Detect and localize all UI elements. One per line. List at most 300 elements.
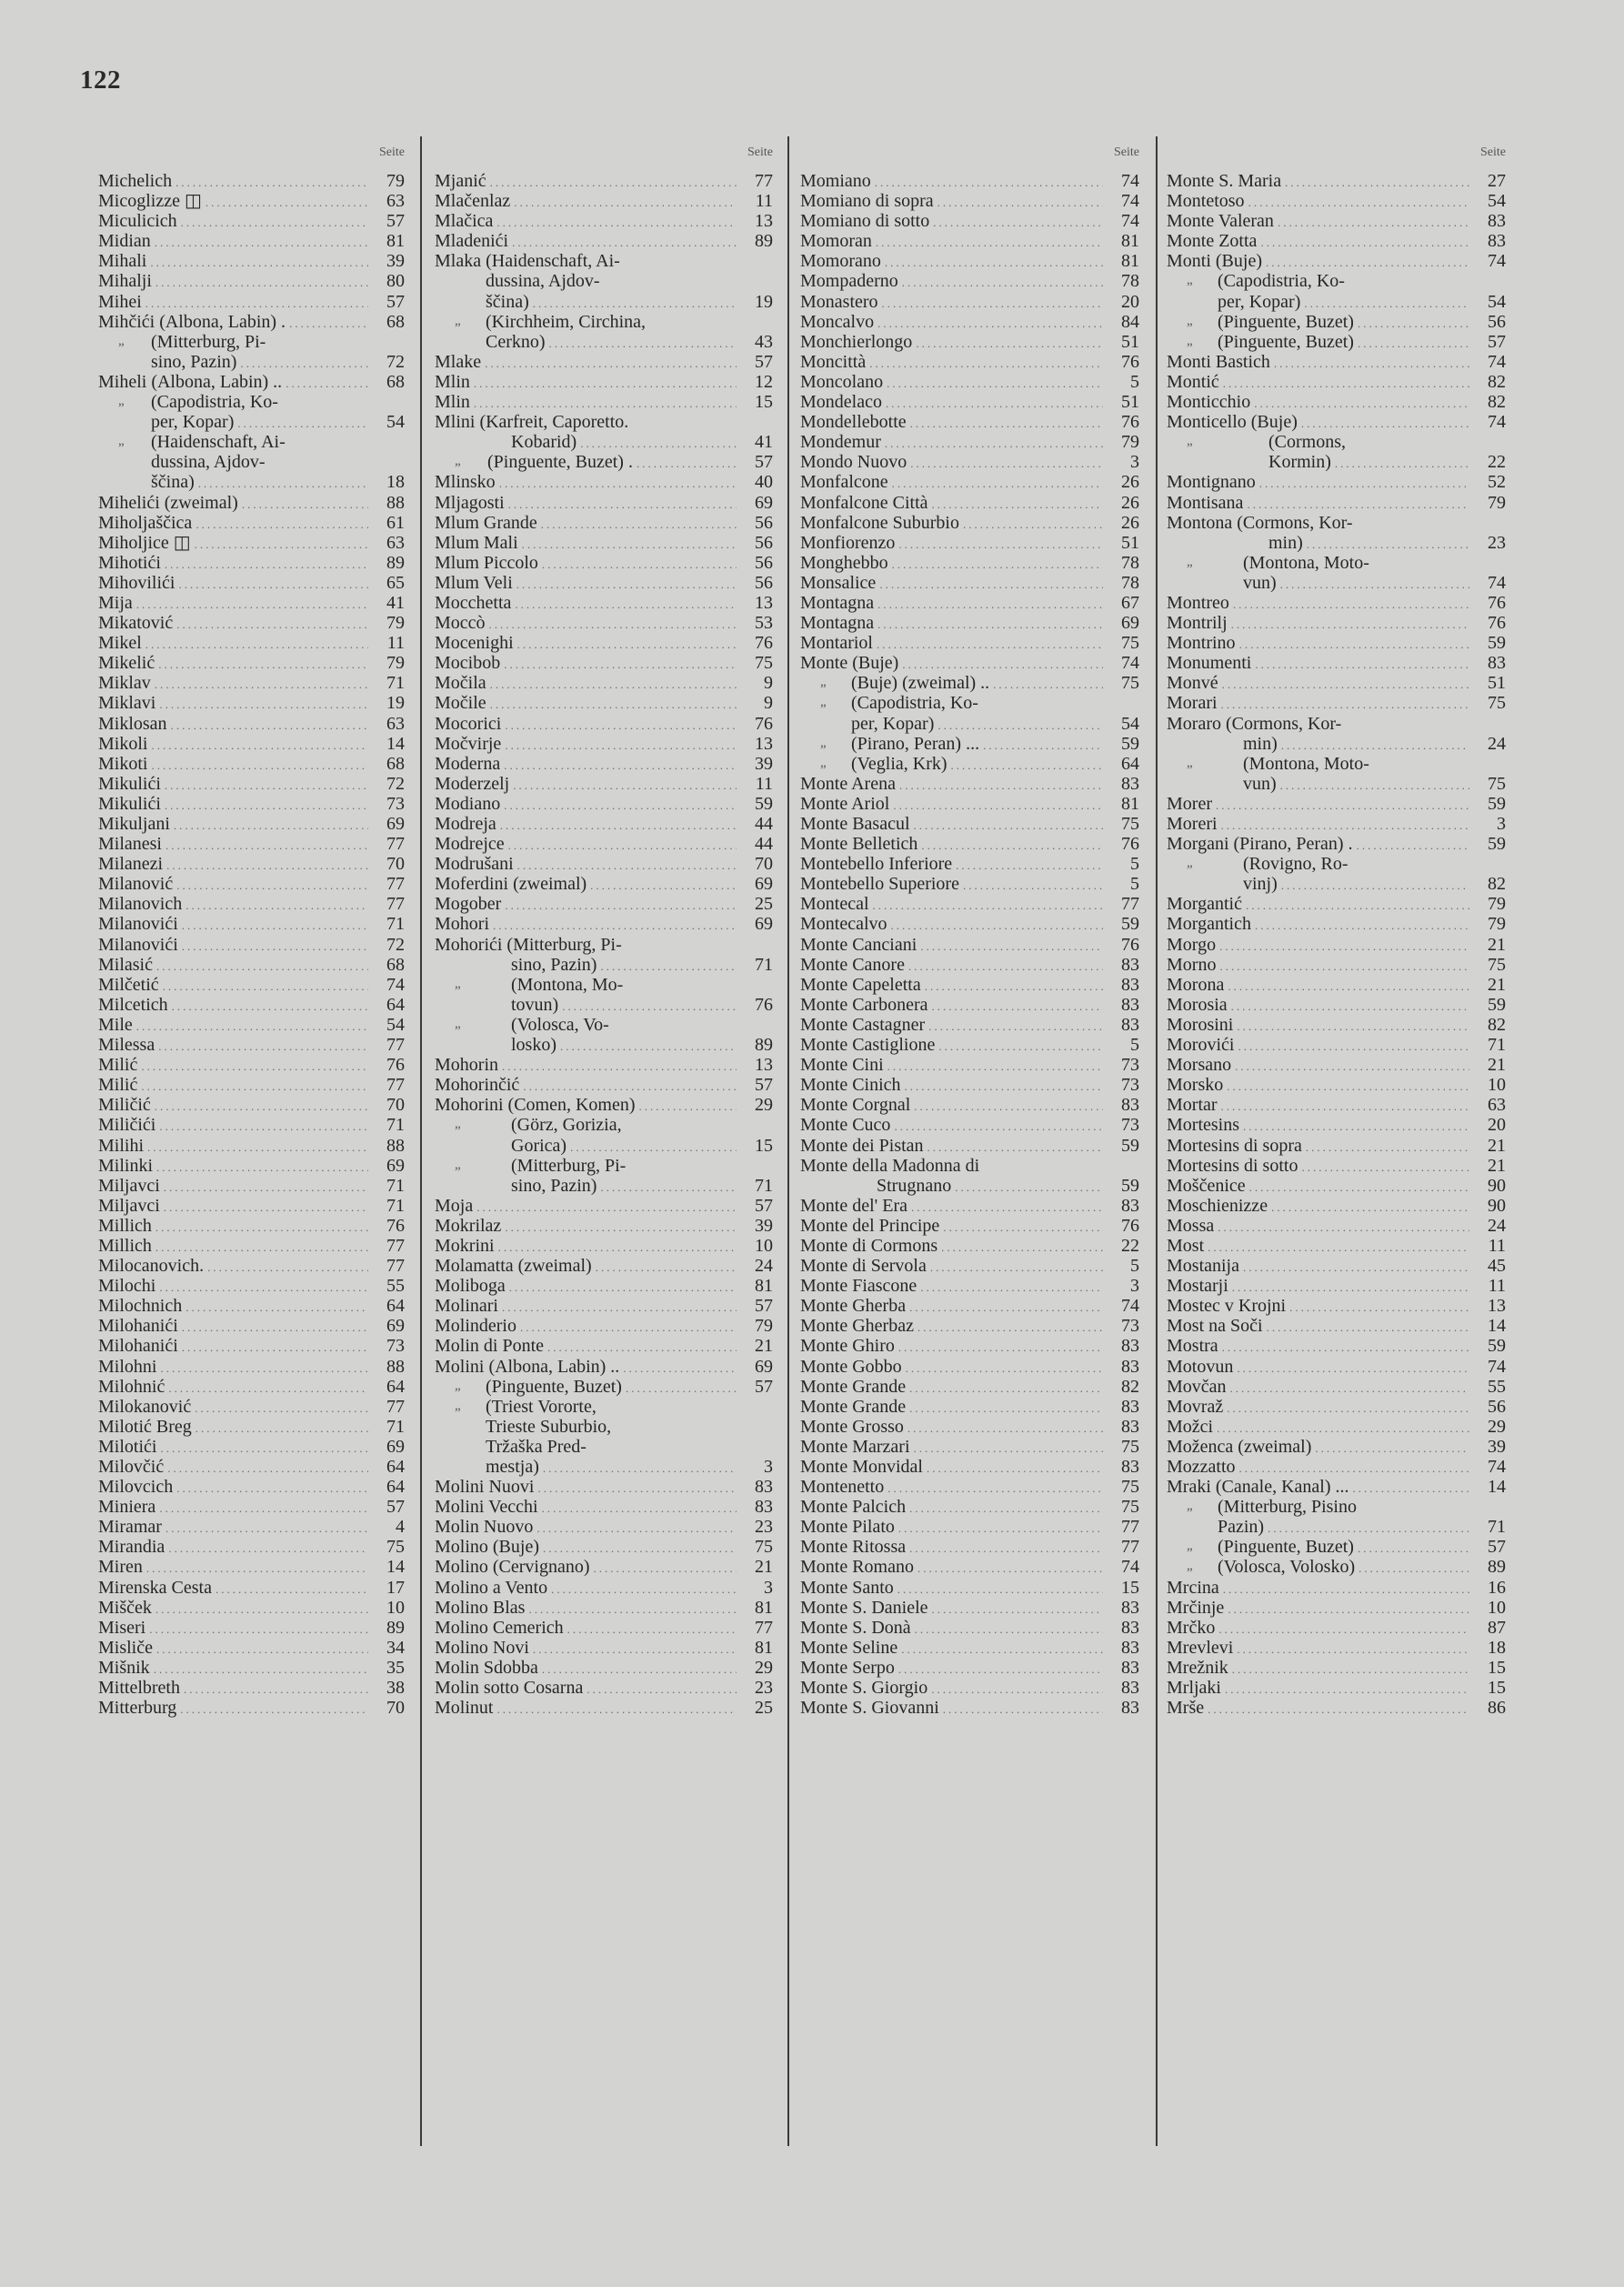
page-ref: 51 (1121, 392, 1139, 413)
dot-leader (150, 253, 368, 273)
page-ref: 74 (1488, 1457, 1506, 1477)
index-line (98, 975, 405, 995)
index-entry (98, 1176, 405, 1196)
place-name: Mlinsko (435, 472, 496, 493)
index-entry (1167, 332, 1506, 352)
dot-leader (185, 1298, 368, 1318)
place-name: Mogober (435, 894, 502, 915)
place-name: Mostra (1167, 1336, 1218, 1357)
place-name: Morno (1167, 954, 1217, 975)
index-line (98, 211, 405, 231)
index-line (98, 1015, 405, 1035)
place-name: Mrcina (1167, 1577, 1219, 1598)
index-line (1167, 1578, 1506, 1598)
place-name: Molin Nuovo (435, 1517, 534, 1538)
dot-leader (174, 816, 368, 836)
index-line (1167, 914, 1506, 934)
place-name: Morgo (1167, 934, 1217, 955)
dot-leader (909, 1298, 1103, 1318)
place-name: Mohorinčić (435, 1075, 520, 1096)
page-ref: 39 (755, 1215, 773, 1236)
index-line (800, 271, 1139, 291)
page-ref: 74 (1488, 1356, 1506, 1377)
index-line (435, 1216, 773, 1236)
index-line (800, 352, 1139, 372)
dot-leader (932, 997, 1103, 1017)
index-entry (98, 1095, 405, 1115)
index-line (1167, 1316, 1506, 1336)
page-ref: 73 (1121, 1115, 1139, 1136)
page-ref: 89 (755, 1035, 773, 1056)
index-entry (800, 372, 1139, 392)
index-line (800, 613, 1139, 633)
index-entry (98, 975, 405, 995)
dot-leader (933, 213, 1103, 233)
index-line (800, 1557, 1139, 1577)
dot-leader (1357, 836, 1469, 856)
page-ref: 20 (1121, 291, 1139, 312)
dot-leader (180, 1700, 368, 1720)
index-line (1167, 1377, 1506, 1397)
page-ref: 39 (755, 753, 773, 774)
page-ref: 69 (386, 1155, 405, 1176)
place-name: Mrevlevi (1167, 1637, 1234, 1658)
index-entry (98, 231, 405, 251)
index-line (1167, 1035, 1506, 1055)
index-entry (800, 1357, 1139, 1377)
index-entry (98, 1316, 405, 1336)
index-entry (435, 633, 773, 653)
seite-label: Seite (1114, 145, 1139, 159)
ditto-mark: „ (1187, 554, 1193, 569)
page-ref: 83 (755, 1477, 773, 1498)
index-entry (98, 955, 405, 975)
index-line (800, 1477, 1139, 1497)
place-name: Monte Valeran (1167, 211, 1274, 232)
dot-leader (1239, 635, 1469, 655)
page-ref: 83 (1121, 994, 1139, 1015)
dot-leader (921, 836, 1103, 856)
index-line (1167, 573, 1506, 593)
index-entry (98, 774, 405, 794)
index-entry (98, 251, 405, 271)
place-name: Mihali (98, 251, 147, 272)
dot-leader (517, 635, 737, 655)
index-entry (435, 1115, 773, 1155)
index-line (1167, 1336, 1506, 1356)
place-name: Monte Castiglione (800, 1035, 936, 1056)
ditto-mark: „ (1187, 755, 1193, 770)
index-line (98, 1035, 405, 1055)
page-ref: 69 (755, 492, 773, 513)
dot-leader (145, 635, 368, 655)
index-line (98, 874, 405, 894)
page-ref: 89 (386, 1617, 405, 1638)
index-entry (98, 693, 405, 713)
page-ref: 10 (386, 1597, 405, 1618)
index-line (98, 1497, 405, 1517)
ditto-mark: „ (455, 454, 461, 469)
dot-leader (489, 615, 737, 635)
place-name: Mondellebotte (800, 412, 907, 433)
index-line (1167, 1678, 1506, 1698)
place-name: (Pinguente, Buzet) (1218, 311, 1354, 332)
index-entry (435, 1638, 773, 1658)
place-name: Moschienizze (1167, 1195, 1268, 1216)
index-line (98, 1517, 405, 1537)
place-name: Mrežnik (1167, 1657, 1228, 1678)
place-name: Mortesins (1167, 1115, 1239, 1136)
index-entry (98, 613, 405, 633)
place-name: Monte Grande (800, 1396, 907, 1417)
place-name: Monti Bastich (1167, 351, 1270, 372)
page-ref: 76 (1121, 934, 1139, 955)
index-entry (435, 774, 773, 794)
page-ref: 23 (755, 1517, 773, 1538)
dot-leader (145, 294, 368, 314)
index-line (435, 392, 773, 412)
page-ref: 76 (1121, 412, 1139, 433)
place-name: Milessa (98, 1035, 155, 1056)
page-ref: 39 (1488, 1436, 1506, 1457)
index-entry (98, 1296, 405, 1316)
dot-leader (242, 495, 368, 515)
place-name: Milohnić (98, 1376, 165, 1397)
place-name: (Montona, Mo- (511, 974, 624, 995)
index-line (98, 914, 405, 934)
dot-leader (164, 1178, 368, 1198)
place-name: Mostec v Krojni (1167, 1296, 1287, 1317)
index-entry (98, 1216, 405, 1236)
dot-leader (549, 334, 737, 354)
index-entry (1167, 171, 1506, 191)
place-name: Moferdini (zweimal) (435, 874, 587, 895)
dot-leader (869, 354, 1103, 374)
index-line (435, 1256, 773, 1276)
place-name: Milokanović (98, 1396, 192, 1417)
page-ref: 71 (386, 673, 405, 694)
place-name: Monte Santo (800, 1577, 894, 1598)
index-entry (435, 1598, 773, 1618)
index-entry (435, 1316, 773, 1336)
page-ref: 54 (386, 412, 405, 433)
place-name: Monticello (Buje) (1167, 412, 1298, 433)
index-line (1167, 1638, 1506, 1658)
dot-leader (159, 1117, 368, 1137)
dot-leader (902, 273, 1103, 293)
index-entry (98, 1477, 405, 1497)
place-name: Milohanići (98, 1316, 178, 1337)
index-line (98, 1055, 405, 1075)
index-line (98, 1276, 405, 1296)
index-line (98, 1477, 405, 1497)
place-name: Midian (98, 231, 151, 252)
page-ref: 75 (1121, 633, 1139, 654)
index-entry (98, 432, 405, 492)
dot-leader (1237, 1017, 1469, 1037)
index-line (98, 312, 405, 332)
dot-leader (160, 1359, 368, 1379)
ditto-mark: „ (1187, 333, 1193, 348)
dot-leader (1358, 314, 1469, 334)
place-name: Mikelić (98, 653, 155, 674)
place-name: Mondemur (800, 432, 881, 453)
place-name: Moja (435, 1195, 474, 1216)
place-name: Mrčinje (1167, 1597, 1225, 1618)
page-ref: 76 (1121, 834, 1139, 855)
page-ref: 80 (386, 271, 405, 292)
place-name: Miholjice ◫ (98, 532, 191, 553)
index-line (1167, 874, 1506, 894)
index-line (1167, 251, 1506, 271)
index-line (1167, 211, 1506, 231)
place-name: Millich (98, 1235, 152, 1256)
place-name: Monte Romano (800, 1557, 914, 1578)
ditto-mark: „ (455, 313, 461, 328)
dot-leader (172, 997, 368, 1017)
dot-leader (877, 595, 1103, 615)
index-line (1167, 1136, 1506, 1156)
dot-leader (914, 1097, 1103, 1117)
page-ref: 53 (755, 613, 773, 634)
dot-leader (508, 495, 737, 515)
index-entry (1167, 1497, 1506, 1537)
index-entry (800, 1156, 1139, 1196)
index-line (435, 975, 773, 995)
place-name: Mikel (98, 633, 142, 654)
page-ref: 70 (386, 854, 405, 875)
index-entry (435, 533, 773, 553)
dot-leader (1280, 575, 1469, 595)
page-ref: 15 (1121, 1577, 1139, 1598)
index-entry (1167, 794, 1506, 814)
dot-leader (1306, 1138, 1469, 1158)
index-line (1167, 1196, 1506, 1216)
place-name: Milovcich (98, 1477, 174, 1498)
ditto-mark: „ (118, 394, 125, 409)
page-ref: 71 (386, 1416, 405, 1437)
index-line (800, 1457, 1139, 1477)
index-line (1167, 1437, 1506, 1457)
index-entry (800, 914, 1139, 934)
dot-leader (485, 354, 737, 374)
place-name: Motovun (1167, 1356, 1234, 1377)
place-name: Mraki (Canale, Kanal) ... (1167, 1477, 1349, 1498)
index-entry (98, 332, 405, 372)
index-line (98, 1156, 405, 1176)
page-ref: 89 (755, 231, 773, 252)
index-line (435, 472, 773, 492)
dot-leader (240, 354, 368, 374)
place-name: Monte S. Giorgio (800, 1678, 928, 1699)
ditto-mark: „ (820, 675, 827, 690)
dot-leader (505, 1218, 737, 1238)
index-line (1167, 432, 1506, 452)
page-ref: 13 (1488, 1296, 1506, 1317)
page-ref: 79 (755, 1316, 773, 1337)
index-entry (435, 1055, 773, 1075)
place-name: Montić (1167, 371, 1219, 392)
index-entry (800, 271, 1139, 291)
index-line (1167, 352, 1506, 372)
dot-leader (1233, 595, 1469, 615)
page-ref: 64 (386, 1376, 405, 1397)
place-name: Monte Canciani (800, 934, 917, 955)
index-entry (98, 271, 405, 291)
index-line (435, 1156, 773, 1176)
index-line (1167, 332, 1506, 352)
index-line (1167, 633, 1506, 653)
index-entry (1167, 1397, 1506, 1417)
page-ref: 59 (755, 793, 773, 814)
dot-leader (876, 233, 1103, 253)
dot-leader (886, 394, 1103, 414)
index-entry (800, 693, 1139, 733)
page-ref: 83 (1121, 1416, 1139, 1437)
index-entry (98, 1377, 405, 1397)
place-name: dussina, Ajdov- (151, 452, 266, 473)
place-name: Mihotići (98, 552, 161, 573)
page-ref: 14 (1488, 1477, 1506, 1498)
place-name: sino, Pazin) (151, 351, 237, 372)
index-entry (435, 171, 773, 191)
dot-leader (910, 454, 1103, 474)
dot-leader (899, 776, 1103, 796)
index-line (435, 553, 773, 573)
index-entry (1167, 1176, 1506, 1196)
page-ref: 15 (755, 1135, 773, 1156)
page-ref: 74 (1488, 251, 1506, 272)
index-line (435, 1236, 773, 1256)
place-name: (Pinguente, Buzet) (486, 1376, 622, 1397)
dot-leader (955, 1178, 1103, 1198)
index-entry (1167, 493, 1506, 513)
dot-leader (887, 1057, 1103, 1077)
page-ref: 83 (1121, 773, 1139, 794)
page-ref: 83 (1121, 1095, 1139, 1116)
index-line (98, 1176, 405, 1196)
page-ref: 59 (1121, 1135, 1139, 1156)
dot-leader (1243, 1117, 1469, 1137)
index-entry (98, 1678, 405, 1698)
place-name: Moderzelj (435, 773, 510, 794)
place-name: Mittelbreth (98, 1678, 180, 1699)
index-line (800, 1336, 1139, 1356)
ditto-mark: „ (820, 735, 827, 750)
index-entry (435, 1557, 773, 1577)
place-name: Miklosan (98, 713, 167, 734)
page-ref: 4 (396, 1517, 405, 1538)
index-entry (1167, 995, 1506, 1015)
dot-leader (1266, 253, 1469, 273)
place-name: Mondo Nuovo (800, 452, 907, 473)
page-ref: 19 (386, 693, 405, 714)
page-ref: 75 (1488, 693, 1506, 714)
place-name: Mihelići (zweimal) (98, 492, 238, 513)
dot-leader (908, 957, 1103, 977)
index-entry (435, 1658, 773, 1678)
place-name: Cerkno) (486, 331, 546, 352)
place-name: (Veglia, Krk) (851, 753, 947, 774)
dot-leader (1237, 1359, 1469, 1379)
place-name: Montreo (1167, 592, 1229, 613)
place-name: Trieste Suburbio, (486, 1416, 612, 1437)
index-line (98, 1557, 405, 1577)
index-line (98, 854, 405, 874)
index-line (98, 1196, 405, 1216)
index-entry (800, 1115, 1139, 1135)
dot-leader (897, 1580, 1103, 1600)
page-ref: 76 (755, 633, 773, 654)
index-line (98, 653, 405, 673)
page-ref: 77 (1121, 1517, 1139, 1538)
index-line (800, 332, 1139, 352)
place-name: Monte dei Pistan (800, 1135, 924, 1156)
index-line (800, 292, 1139, 312)
place-name: Monte Monvidal (800, 1457, 923, 1477)
page-ref: 81 (386, 231, 405, 252)
index-entry (800, 633, 1139, 653)
index-line (800, 955, 1139, 975)
place-name: (Kirchheim, Circhina, (486, 311, 647, 332)
index-line (435, 573, 773, 593)
place-name: (Cormons, (1268, 432, 1346, 453)
place-name: Moncittà (800, 351, 867, 372)
place-name: Montebello Inferiore (800, 854, 953, 875)
place-name: Monte Serpo (800, 1657, 895, 1678)
dot-leader (237, 414, 368, 434)
dot-leader (877, 314, 1103, 334)
page-ref: 54 (1488, 291, 1506, 312)
place-name: Modiano (435, 793, 501, 814)
index-line (98, 513, 405, 533)
index-entry (800, 653, 1139, 673)
index-entry (1167, 191, 1506, 211)
page-ref: 51 (1488, 673, 1506, 694)
place-name: Miniera (98, 1497, 156, 1518)
dot-leader (289, 314, 368, 334)
dot-leader (156, 1158, 368, 1178)
index-line (435, 332, 773, 352)
place-name: Monte Gobbo (800, 1356, 902, 1377)
page-ref: 11 (386, 633, 405, 654)
dot-leader (165, 776, 368, 796)
index-column-2 (435, 135, 773, 1718)
dot-leader (943, 1218, 1103, 1238)
dot-leader (932, 495, 1103, 515)
dot-leader (877, 615, 1103, 635)
dot-leader (891, 916, 1103, 936)
dot-leader (159, 1499, 368, 1519)
place-name: Pazin) (1218, 1517, 1265, 1538)
dot-leader (476, 1198, 737, 1218)
page-ref: 57 (755, 1195, 773, 1216)
page-ref: 57 (386, 211, 405, 232)
dot-leader (1221, 1097, 1469, 1117)
place-name: Misliče (98, 1637, 153, 1658)
index-entry (800, 1035, 1139, 1055)
ditto-mark: „ (1187, 1559, 1193, 1574)
index-line (1167, 1417, 1506, 1437)
page-ref: 10 (1488, 1075, 1506, 1096)
page-ref: 83 (1121, 1698, 1139, 1719)
dot-leader (498, 1238, 737, 1258)
page-ref: 59 (1488, 793, 1506, 814)
dot-leader (600, 1178, 737, 1198)
index-line (1167, 673, 1506, 693)
dot-leader (155, 1600, 368, 1620)
index-entry (435, 613, 773, 633)
